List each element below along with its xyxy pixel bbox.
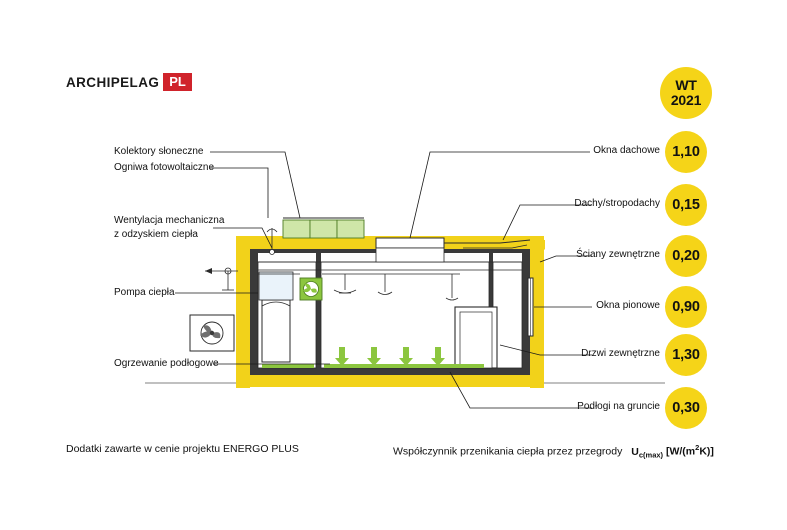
label-podlogi-na-gruncie: Podłogi na gruncie <box>577 401 660 412</box>
logo-badge: PL <box>163 73 192 91</box>
badge-value-okna-pionowe: 0,90 <box>665 286 707 328</box>
badge-value-drzwi: 1,30 <box>665 334 707 376</box>
badge-wt-line1: WT <box>675 77 697 93</box>
label-wentylacja-line1: Wentylacja mechaniczna <box>114 215 225 226</box>
caption-right-symbol-sub: c(max) <box>638 450 664 460</box>
caption-right-unit-pre: [W/(m <box>665 445 696 458</box>
label-okna-pionowe: Okna pionowe <box>596 300 660 311</box>
caption-right-symbol: U <box>631 445 639 458</box>
label-ogrzewanie-podlogowe: Ogrzewanie podłogowe <box>114 358 219 369</box>
badge-value-podlogi: 0,30 <box>665 387 707 429</box>
badge-wt-line2: 2021 <box>670 92 702 108</box>
badge-value-sciany: 0,20 <box>665 235 707 277</box>
solar-collectors <box>283 218 364 238</box>
label-okna-dachowe: Okna dachowe <box>593 145 660 156</box>
logo-text: ARCHIPELAG <box>66 74 160 90</box>
caption-right-unit-sup: 2 <box>695 443 700 452</box>
caption-right <box>393 443 714 460</box>
caption-left: Dodatki zawarte w cenie projektu ENERGO PLUS <box>66 443 299 455</box>
badge-value-dachy: 0,15 <box>665 184 707 226</box>
caption-right-main: Współczynnik przenikania ciepła przez przegrody <box>393 445 623 458</box>
heat-pump-outdoor-unit <box>190 315 234 351</box>
badge-value-okna-dachowe: 1,10 <box>665 131 707 173</box>
roof-window <box>376 238 444 262</box>
badge-wt-2021 <box>660 67 712 119</box>
label-dachy-stropodachy: Dachy/stropodachy <box>574 198 660 209</box>
label-pompa-ciepla: Pompa ciepła <box>114 287 175 298</box>
ventilation-unit <box>300 278 322 300</box>
caption-right-unit-post: K)] <box>699 445 714 458</box>
label-sciany-zewnetrzne: Ściany zewnętrzne <box>576 249 660 260</box>
label-ogniwa-fotowoltaiczne: Ogniwa fotowoltaiczne <box>114 162 215 173</box>
label-wentylacja-line2: z odzyskiem ciepła <box>114 229 198 240</box>
label-drzwi-zewnetrzne: Drzwi zewnętrzne <box>581 348 660 359</box>
heat-pump-tank <box>259 272 293 362</box>
label-kolektory-sloneczne: Kolektory słoneczne <box>114 146 204 157</box>
